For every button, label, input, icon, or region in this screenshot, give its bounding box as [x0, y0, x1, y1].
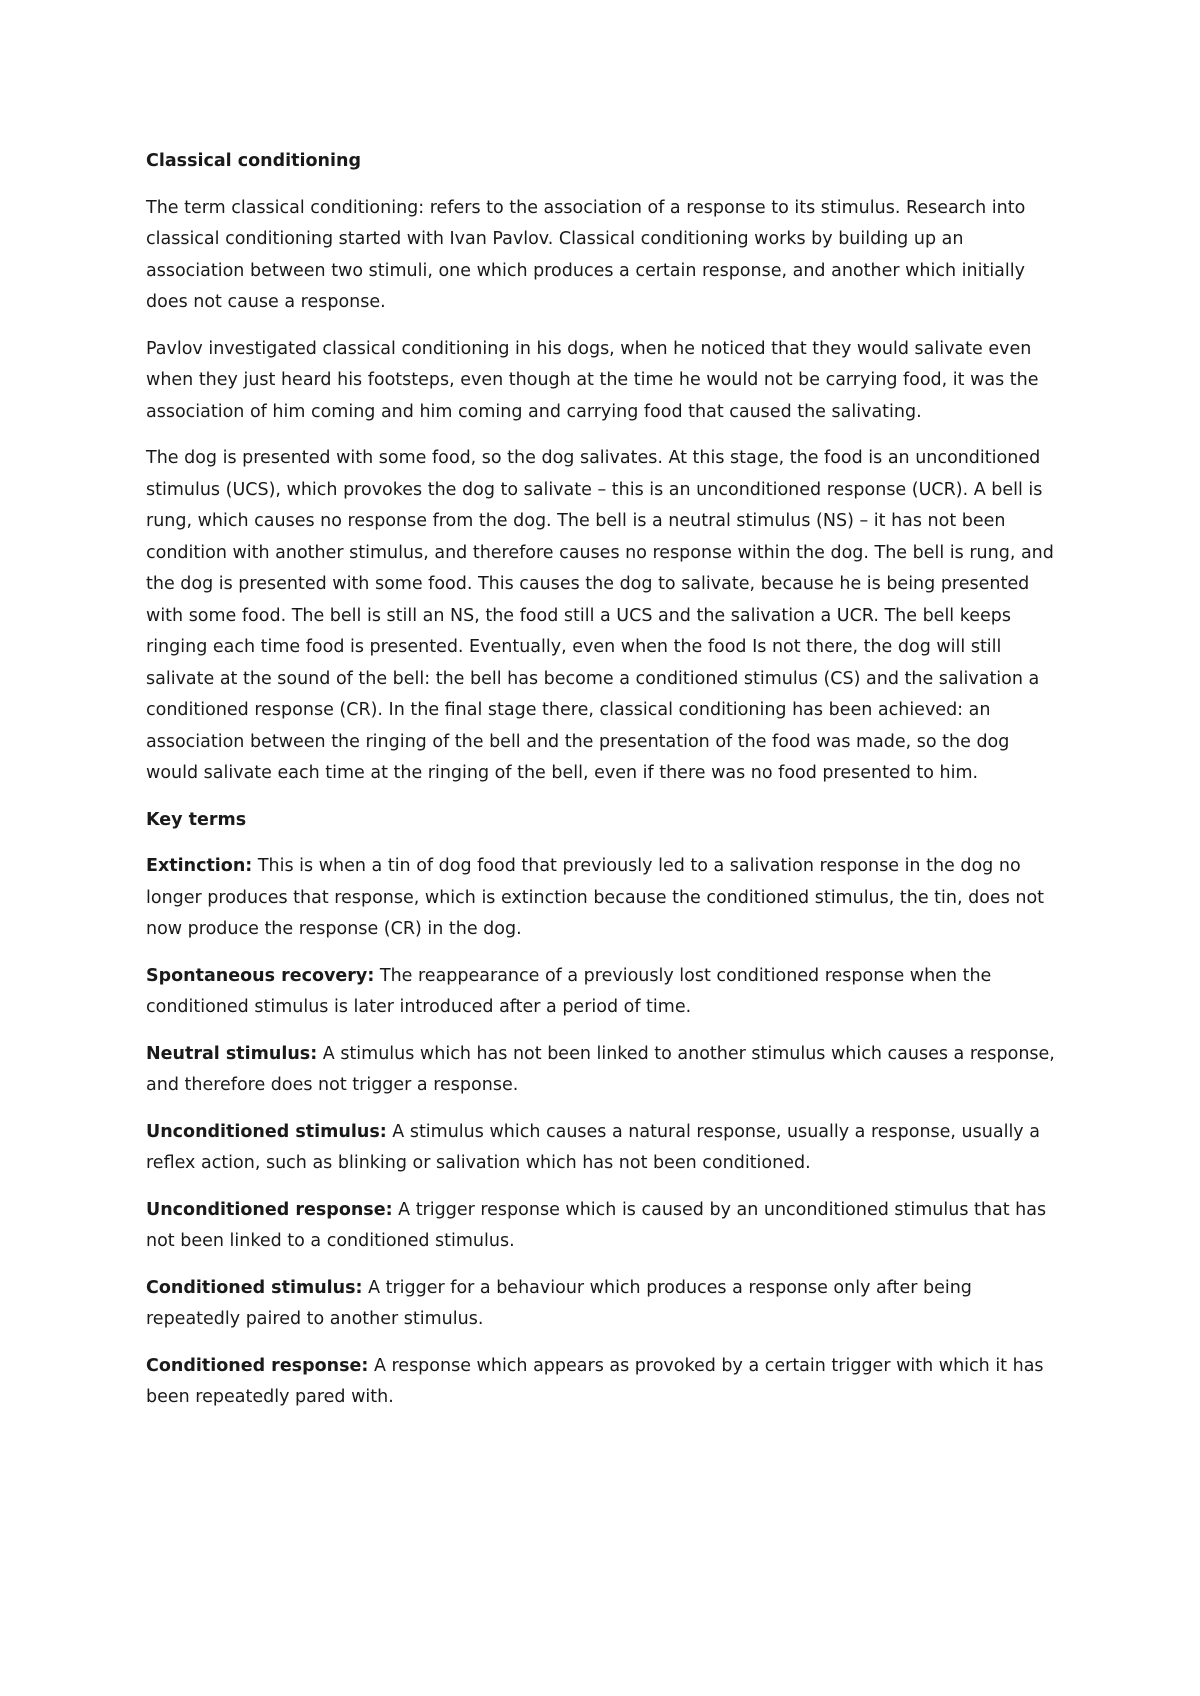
term-label: Neutral stimulus:	[146, 1043, 318, 1064]
term-definition: A stimulus which causes a natural response, usually a response, usually a reflex action, such as blinking or salivation which has not been conditioned.	[146, 1121, 1040, 1173]
term-label: Spontaneous recovery:	[146, 965, 375, 986]
term-label: Unconditioned stimulus:	[146, 1121, 387, 1142]
term-label: Conditioned stimulus:	[146, 1277, 363, 1298]
document-body	[146, 146, 1066, 1429]
term-definition: This is when a tin of dog food that previously led to a salivation response in the dog no longer produces that response, which is extinction because the conditioned stimulus, the tin, does not now produce the response (CR) in the dog.	[146, 856, 1045, 939]
term-label: Conditioned response:	[146, 1355, 369, 1376]
term-label: Unconditioned response:	[146, 1199, 393, 1220]
term-definition: A trigger for a behaviour which produces a response only after being repeatedly paired to another stimulus.	[146, 1277, 972, 1329]
pavlov-paragraph: Pavlov investigated classical conditioning in his dogs, when he noticed that they would salivate even when they just heard his footsteps, even though at the time he would not be carrying food, it was the association of him coming and him coming and carrying food that caused the salivating.	[146, 338, 1039, 422]
term-definition: A response which appears as provoked by a certain trigger with which it has been repeatedly pared with.	[146, 1355, 1044, 1407]
term-definition: The reappearance of a previously lost conditioned response when the conditioned stimulus is later introduced after a period of time.	[146, 965, 992, 1017]
key-term-extinction	[146, 851, 1066, 946]
key-terms-heading: Key terms	[146, 809, 247, 830]
term-definition: A trigger response which is caused by an unconditioned stimulus that has not been linked to a conditioned stimulus.	[146, 1199, 1047, 1251]
key-term-conditioned-response	[146, 1351, 1066, 1414]
term-definition: A stimulus which has not been linked to another stimulus which causes a response, and therefore does not trigger a response.	[146, 1043, 1055, 1095]
procedure-paragraph: The dog is presented with some food, so the dog salivates. At this stage, the food is an unconditioned stimulus (UCS), which provokes the dog to salivate – this is an unconditioned response (UCR). A bell is rung, which causes no response from the dog. The bell is a neutral stimulus (NS) – it has not been condition with another stimulus, and therefore causes no response within the dog. The bell is rung, and the dog is presented with some food. This causes the dog to salivate, because he is being presented with some food. The bell is still an NS, the food still a UCS and the salivation a UCR. The bell keeps ringing each time food is presented. Eventually, even when the food Is not there, the dog will still salivate at the sound of the bell: the bell has become a conditioned stimulus (CS) and the salivation a conditioned response (CR). In the final stage there, classical conditioning has been achieved: an association between the ringing of the bell and the presentation of the food was made, so the dog would salivate each time at the ringing of the bell, even if there was no food presented to him.	[146, 448, 1054, 783]
document-title: Classical conditioning	[146, 151, 361, 171]
key-term-unconditioned-response	[146, 1195, 1066, 1258]
key-term-conditioned-stimulus	[146, 1273, 1066, 1336]
key-term-spontaneous-recovery	[146, 961, 1066, 1024]
term-label: Extinction:	[146, 856, 253, 876]
intro-paragraph: The term classical conditioning: refers to the association of a response to its stimulus. Research into classical conditioning started with Ivan Pavlov. Classical conditioning works by building up an association between two stimuli, one which produces a certain response, and another which initially does not cause a response.	[146, 197, 1026, 312]
key-term-unconditioned-stimulus	[146, 1117, 1066, 1180]
key-term-neutral-stimulus	[146, 1039, 1066, 1102]
